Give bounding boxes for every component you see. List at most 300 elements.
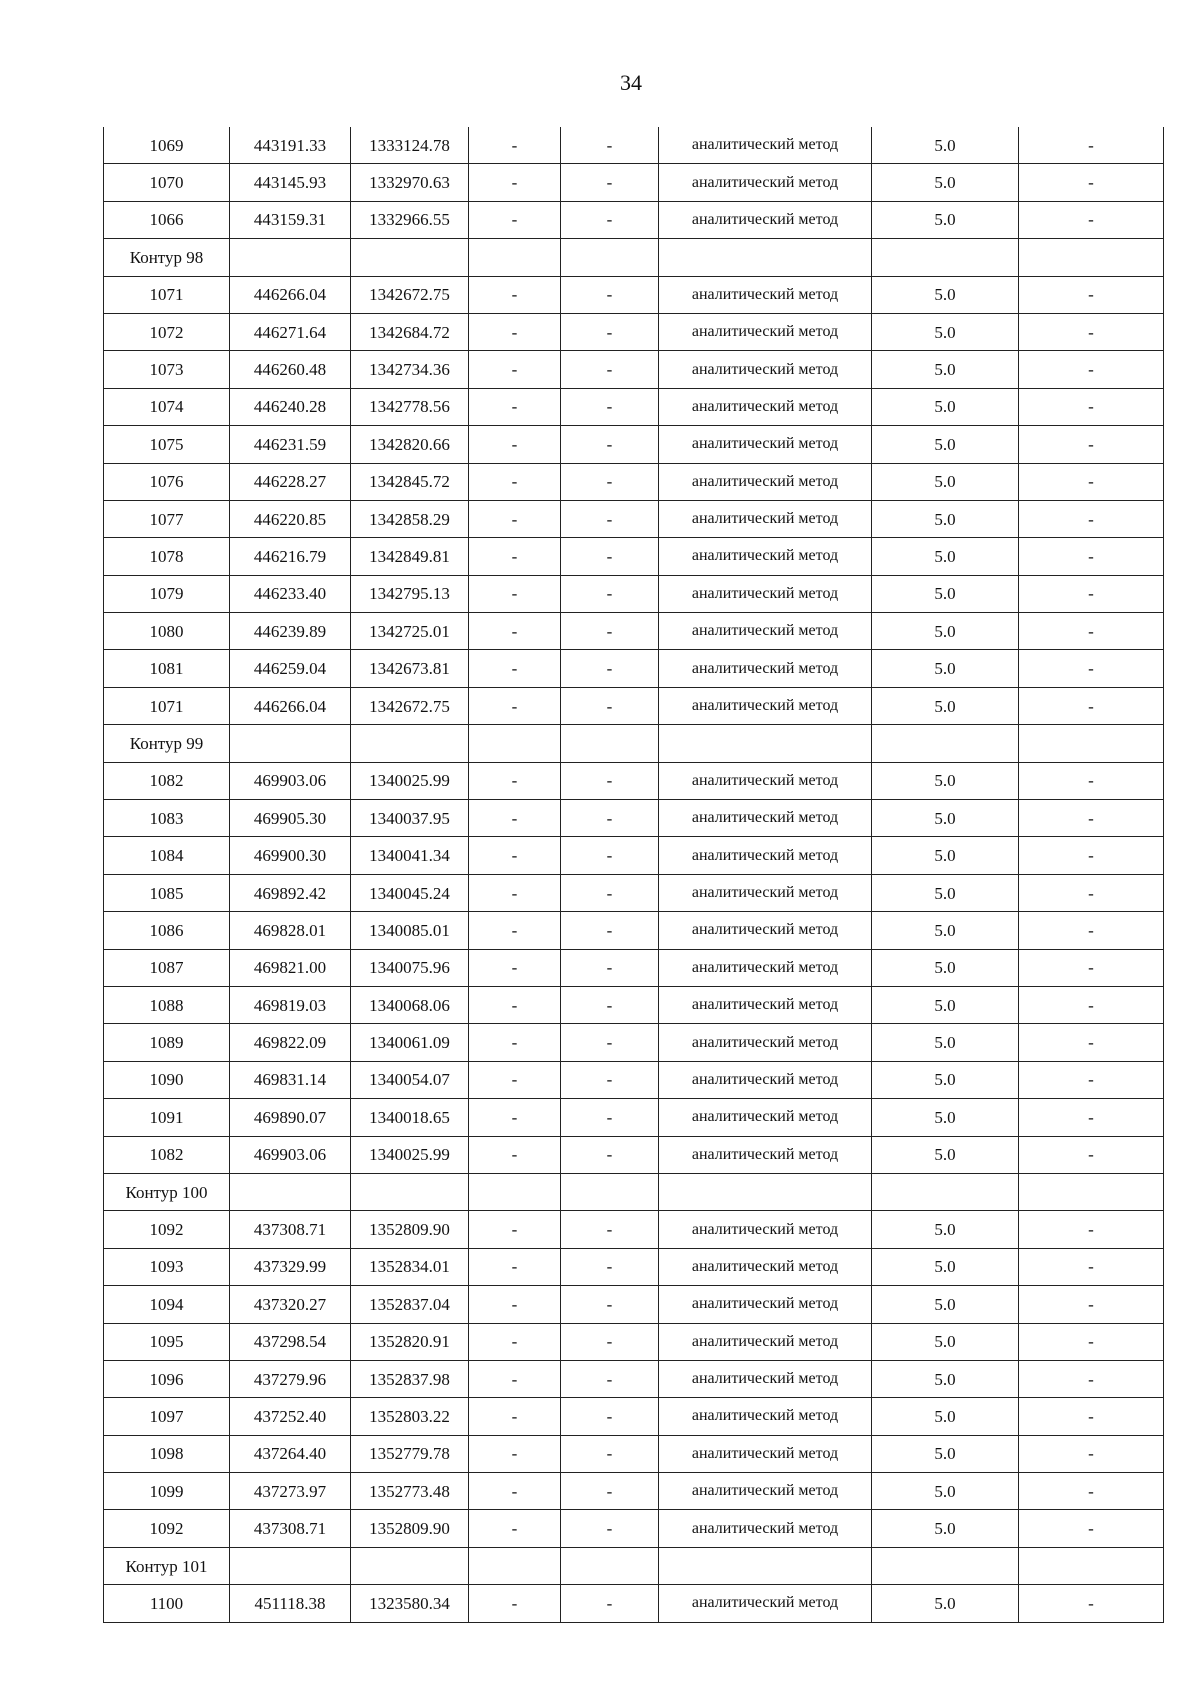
contour-empty-cell [469, 1173, 561, 1210]
method-cell: аналитический метод [659, 1024, 872, 1061]
empty-cell-1: - [469, 949, 561, 986]
empty-cell-2: - [561, 313, 659, 350]
description-cell: - [1019, 986, 1164, 1023]
empty-cell-1: - [469, 762, 561, 799]
empty-cell-2: - [561, 837, 659, 874]
contour-empty-cell [351, 725, 469, 762]
contour-empty-cell [230, 239, 351, 276]
y-coordinate-cell: 1342672.75 [351, 687, 469, 724]
y-coordinate-cell: 1342778.56 [351, 388, 469, 425]
y-coordinate-cell: 1340075.96 [351, 949, 469, 986]
contour-empty-cell [351, 1173, 469, 1210]
contour-empty-cell [230, 1173, 351, 1210]
accuracy-cell: 5.0 [872, 1136, 1019, 1173]
table-row [104, 351, 1164, 388]
method-cell: аналитический метод [659, 426, 872, 463]
description-cell: - [1019, 1136, 1164, 1173]
accuracy-cell: 5.0 [872, 313, 1019, 350]
point-number-cell: 1083 [104, 800, 230, 837]
empty-cell-2: - [561, 1323, 659, 1360]
empty-cell-2: - [561, 1211, 659, 1248]
contour-empty-cell [1019, 1173, 1164, 1210]
empty-cell-1: - [469, 1510, 561, 1547]
accuracy-cell: 5.0 [872, 276, 1019, 313]
description-cell: - [1019, 687, 1164, 724]
x-coordinate-cell: 446233.40 [230, 575, 351, 612]
x-coordinate-cell: 469890.07 [230, 1099, 351, 1136]
empty-cell-1: - [469, 276, 561, 313]
empty-cell-1: - [469, 575, 561, 612]
empty-cell-1: - [469, 164, 561, 201]
empty-cell-1: - [469, 388, 561, 425]
contour-empty-cell [351, 1547, 469, 1584]
accuracy-cell: 5.0 [872, 1473, 1019, 1510]
x-coordinate-cell: 446259.04 [230, 650, 351, 687]
accuracy-cell: 5.0 [872, 426, 1019, 463]
y-coordinate-cell: 1342820.66 [351, 426, 469, 463]
description-cell: - [1019, 164, 1164, 201]
table-row [104, 538, 1164, 575]
x-coordinate-cell: 446239.89 [230, 613, 351, 650]
accuracy-cell: 5.0 [872, 837, 1019, 874]
method-cell: аналитический метод [659, 1398, 872, 1435]
point-number-cell: 1072 [104, 313, 230, 350]
contour-title: Контур 98 [104, 239, 230, 276]
empty-cell-1: - [469, 1211, 561, 1248]
x-coordinate-cell: 469822.09 [230, 1024, 351, 1061]
contour-empty-cell [872, 725, 1019, 762]
contour-title: Контур 99 [104, 725, 230, 762]
table-row [104, 1286, 1164, 1323]
y-coordinate-cell: 1352773.48 [351, 1473, 469, 1510]
point-number-cell: 1082 [104, 1136, 230, 1173]
point-number-cell: 1071 [104, 687, 230, 724]
y-coordinate-cell: 1352809.90 [351, 1211, 469, 1248]
contour-empty-cell [659, 239, 872, 276]
empty-cell-1: - [469, 1585, 561, 1622]
accuracy-cell: 5.0 [872, 1435, 1019, 1472]
method-cell: аналитический метод [659, 650, 872, 687]
empty-cell-2: - [561, 500, 659, 537]
contour-empty-cell [1019, 239, 1164, 276]
empty-cell-2: - [561, 613, 659, 650]
description-cell: - [1019, 1398, 1164, 1435]
point-number-cell: 1076 [104, 463, 230, 500]
empty-cell-2: - [561, 650, 659, 687]
empty-cell-1: - [469, 650, 561, 687]
empty-cell-2: - [561, 986, 659, 1023]
y-coordinate-cell: 1342849.81 [351, 538, 469, 575]
y-coordinate-cell: 1342845.72 [351, 463, 469, 500]
empty-cell-1: - [469, 1360, 561, 1397]
point-number-cell: 1075 [104, 426, 230, 463]
description-cell: - [1019, 1211, 1164, 1248]
method-cell: аналитический метод [659, 613, 872, 650]
description-cell: - [1019, 426, 1164, 463]
point-number-cell: 1073 [104, 351, 230, 388]
method-cell: аналитический метод [659, 1473, 872, 1510]
point-number-cell: 1092 [104, 1211, 230, 1248]
x-coordinate-cell: 446266.04 [230, 687, 351, 724]
description-cell: - [1019, 762, 1164, 799]
accuracy-cell: 5.0 [872, 1286, 1019, 1323]
x-coordinate-cell: 469903.06 [230, 1136, 351, 1173]
table-row [104, 1510, 1164, 1547]
method-cell: аналитический метод [659, 351, 872, 388]
accuracy-cell: 5.0 [872, 388, 1019, 425]
empty-cell-2: - [561, 388, 659, 425]
empty-cell-2: - [561, 1286, 659, 1323]
empty-cell-2: - [561, 687, 659, 724]
coordinates-table [103, 127, 1164, 1623]
contour-empty-cell [872, 1173, 1019, 1210]
x-coordinate-cell: 437279.96 [230, 1360, 351, 1397]
x-coordinate-cell: 437264.40 [230, 1435, 351, 1472]
contour-empty-cell [872, 239, 1019, 276]
method-cell: аналитический метод [659, 463, 872, 500]
method-cell: аналитический метод [659, 762, 872, 799]
method-cell: аналитический метод [659, 1510, 872, 1547]
table-row [104, 463, 1164, 500]
accuracy-cell: 5.0 [872, 762, 1019, 799]
x-coordinate-cell: 443191.33 [230, 127, 351, 164]
accuracy-cell: 5.0 [872, 874, 1019, 911]
x-coordinate-cell: 469821.00 [230, 949, 351, 986]
empty-cell-2: - [561, 912, 659, 949]
point-number-cell: 1071 [104, 276, 230, 313]
empty-cell-2: - [561, 800, 659, 837]
empty-cell-2: - [561, 127, 659, 164]
method-cell: аналитический метод [659, 500, 872, 537]
table-row [104, 949, 1164, 986]
table-row [104, 313, 1164, 350]
empty-cell-2: - [561, 351, 659, 388]
point-number-cell: 1095 [104, 1323, 230, 1360]
point-number-cell: 1099 [104, 1473, 230, 1510]
description-cell: - [1019, 650, 1164, 687]
x-coordinate-cell: 469905.30 [230, 800, 351, 837]
table-row [104, 575, 1164, 612]
point-number-cell: 1094 [104, 1286, 230, 1323]
point-number-cell: 1098 [104, 1435, 230, 1472]
description-cell: - [1019, 1585, 1164, 1622]
empty-cell-2: - [561, 1398, 659, 1435]
x-coordinate-cell: 437298.54 [230, 1323, 351, 1360]
description-cell: - [1019, 1061, 1164, 1098]
accuracy-cell: 5.0 [872, 1061, 1019, 1098]
point-number-cell: 1089 [104, 1024, 230, 1061]
empty-cell-1: - [469, 127, 561, 164]
empty-cell-1: - [469, 1136, 561, 1173]
point-number-cell: 1078 [104, 538, 230, 575]
x-coordinate-cell: 446240.28 [230, 388, 351, 425]
point-number-cell: 1070 [104, 164, 230, 201]
x-coordinate-cell: 451118.38 [230, 1585, 351, 1622]
method-cell: аналитический метод [659, 1099, 872, 1136]
point-number-cell: 1079 [104, 575, 230, 612]
description-cell: - [1019, 1360, 1164, 1397]
table-row [104, 276, 1164, 313]
description-cell: - [1019, 1099, 1164, 1136]
accuracy-cell: 5.0 [872, 912, 1019, 949]
method-cell: аналитический метод [659, 1136, 872, 1173]
table-row [104, 837, 1164, 874]
contour-header-row [104, 239, 1164, 276]
empty-cell-1: - [469, 687, 561, 724]
description-cell: - [1019, 1248, 1164, 1285]
x-coordinate-cell: 469892.42 [230, 874, 351, 911]
y-coordinate-cell: 1340045.24 [351, 874, 469, 911]
empty-cell-2: - [561, 1136, 659, 1173]
accuracy-cell: 5.0 [872, 538, 1019, 575]
y-coordinate-cell: 1340054.07 [351, 1061, 469, 1098]
x-coordinate-cell: 443159.31 [230, 201, 351, 238]
accuracy-cell: 5.0 [872, 1323, 1019, 1360]
table-row [104, 388, 1164, 425]
x-coordinate-cell: 437273.97 [230, 1473, 351, 1510]
contour-empty-cell [561, 1173, 659, 1210]
y-coordinate-cell: 1340025.99 [351, 762, 469, 799]
empty-cell-1: - [469, 538, 561, 575]
empty-cell-2: - [561, 762, 659, 799]
empty-cell-1: - [469, 1024, 561, 1061]
contour-empty-cell [872, 1547, 1019, 1584]
table-row [104, 687, 1164, 724]
y-coordinate-cell: 1342684.72 [351, 313, 469, 350]
point-number-cell: 1082 [104, 762, 230, 799]
method-cell: аналитический метод [659, 1585, 872, 1622]
empty-cell-1: - [469, 1286, 561, 1323]
table-row [104, 800, 1164, 837]
method-cell: аналитический метод [659, 800, 872, 837]
point-number-cell: 1069 [104, 127, 230, 164]
x-coordinate-cell: 446228.27 [230, 463, 351, 500]
table-row [104, 1435, 1164, 1472]
accuracy-cell: 5.0 [872, 201, 1019, 238]
empty-cell-1: - [469, 1248, 561, 1285]
empty-cell-2: - [561, 874, 659, 911]
table-row [104, 1211, 1164, 1248]
contour-empty-cell [469, 725, 561, 762]
description-cell: - [1019, 1286, 1164, 1323]
description-cell: - [1019, 575, 1164, 612]
empty-cell-1: - [469, 1099, 561, 1136]
accuracy-cell: 5.0 [872, 949, 1019, 986]
table-row [104, 201, 1164, 238]
x-coordinate-cell: 437308.71 [230, 1510, 351, 1547]
method-cell: аналитический метод [659, 687, 872, 724]
description-cell: - [1019, 276, 1164, 313]
accuracy-cell: 5.0 [872, 164, 1019, 201]
empty-cell-2: - [561, 1435, 659, 1472]
table-row [104, 1323, 1164, 1360]
y-coordinate-cell: 1352809.90 [351, 1510, 469, 1547]
table-row [104, 164, 1164, 201]
empty-cell-1: - [469, 800, 561, 837]
description-cell: - [1019, 949, 1164, 986]
table-row [104, 1473, 1164, 1510]
x-coordinate-cell: 446231.59 [230, 426, 351, 463]
y-coordinate-cell: 1332966.55 [351, 201, 469, 238]
y-coordinate-cell: 1323580.34 [351, 1585, 469, 1622]
description-cell: - [1019, 127, 1164, 164]
page-number: 34 [620, 70, 642, 95]
table-row [104, 127, 1164, 164]
empty-cell-1: - [469, 613, 561, 650]
description-cell: - [1019, 837, 1164, 874]
x-coordinate-cell: 469900.30 [230, 837, 351, 874]
contour-header-row [104, 725, 1164, 762]
empty-cell-1: - [469, 837, 561, 874]
accuracy-cell: 5.0 [872, 1360, 1019, 1397]
y-coordinate-cell: 1342734.36 [351, 351, 469, 388]
description-cell: - [1019, 912, 1164, 949]
empty-cell-1: - [469, 912, 561, 949]
method-cell: аналитический метод [659, 1061, 872, 1098]
y-coordinate-cell: 1352779.78 [351, 1435, 469, 1472]
empty-cell-1: - [469, 874, 561, 911]
y-coordinate-cell: 1352834.01 [351, 1248, 469, 1285]
contour-title: Контур 100 [104, 1173, 230, 1210]
x-coordinate-cell: 437308.71 [230, 1211, 351, 1248]
accuracy-cell: 5.0 [872, 1248, 1019, 1285]
method-cell: аналитический метод [659, 201, 872, 238]
contour-empty-cell [351, 239, 469, 276]
table-row [104, 912, 1164, 949]
accuracy-cell: 5.0 [872, 613, 1019, 650]
y-coordinate-cell: 1340085.01 [351, 912, 469, 949]
y-coordinate-cell: 1340037.95 [351, 800, 469, 837]
empty-cell-1: - [469, 1435, 561, 1472]
point-number-cell: 1087 [104, 949, 230, 986]
empty-cell-1: - [469, 986, 561, 1023]
table-row [104, 650, 1164, 687]
contour-empty-cell [469, 1547, 561, 1584]
empty-cell-2: - [561, 1248, 659, 1285]
y-coordinate-cell: 1342858.29 [351, 500, 469, 537]
description-cell: - [1019, 800, 1164, 837]
empty-cell-2: - [561, 1360, 659, 1397]
accuracy-cell: 5.0 [872, 986, 1019, 1023]
x-coordinate-cell: 469819.03 [230, 986, 351, 1023]
point-number-cell: 1085 [104, 874, 230, 911]
accuracy-cell: 5.0 [872, 1099, 1019, 1136]
contour-empty-cell [561, 1547, 659, 1584]
description-cell: - [1019, 463, 1164, 500]
method-cell: аналитический метод [659, 1323, 872, 1360]
contour-empty-cell [1019, 725, 1164, 762]
empty-cell-1: - [469, 1473, 561, 1510]
y-coordinate-cell: 1342673.81 [351, 650, 469, 687]
empty-cell-2: - [561, 949, 659, 986]
accuracy-cell: 5.0 [872, 500, 1019, 537]
empty-cell-2: - [561, 1061, 659, 1098]
y-coordinate-cell: 1352837.98 [351, 1360, 469, 1397]
x-coordinate-cell: 437329.99 [230, 1248, 351, 1285]
x-coordinate-cell: 446216.79 [230, 538, 351, 575]
accuracy-cell: 5.0 [872, 1024, 1019, 1061]
empty-cell-2: - [561, 538, 659, 575]
y-coordinate-cell: 1332970.63 [351, 164, 469, 201]
table-row [104, 1585, 1164, 1622]
empty-cell-2: - [561, 463, 659, 500]
x-coordinate-cell: 446271.64 [230, 313, 351, 350]
table-row [104, 986, 1164, 1023]
method-cell: аналитический метод [659, 575, 872, 612]
method-cell: аналитический метод [659, 986, 872, 1023]
contour-empty-cell [659, 725, 872, 762]
contour-empty-cell [659, 1173, 872, 1210]
empty-cell-2: - [561, 1510, 659, 1547]
empty-cell-1: - [469, 351, 561, 388]
y-coordinate-cell: 1352820.91 [351, 1323, 469, 1360]
contour-empty-cell [561, 239, 659, 276]
x-coordinate-cell: 437320.27 [230, 1286, 351, 1323]
empty-cell-1: - [469, 463, 561, 500]
method-cell: аналитический метод [659, 1360, 872, 1397]
description-cell: - [1019, 1510, 1164, 1547]
method-cell: аналитический метод [659, 1211, 872, 1248]
description-cell: - [1019, 1473, 1164, 1510]
y-coordinate-cell: 1340041.34 [351, 837, 469, 874]
empty-cell-1: - [469, 500, 561, 537]
table-row [104, 1099, 1164, 1136]
y-coordinate-cell: 1340025.99 [351, 1136, 469, 1173]
y-coordinate-cell: 1342725.01 [351, 613, 469, 650]
point-number-cell: 1081 [104, 650, 230, 687]
empty-cell-2: - [561, 276, 659, 313]
point-number-cell: 1074 [104, 388, 230, 425]
x-coordinate-cell: 469828.01 [230, 912, 351, 949]
x-coordinate-cell: 469831.14 [230, 1061, 351, 1098]
x-coordinate-cell: 437252.40 [230, 1398, 351, 1435]
table-row [104, 500, 1164, 537]
y-coordinate-cell: 1342795.13 [351, 575, 469, 612]
table-row [104, 1136, 1164, 1173]
description-cell: - [1019, 1435, 1164, 1472]
description-cell: - [1019, 538, 1164, 575]
x-coordinate-cell: 446220.85 [230, 500, 351, 537]
description-cell: - [1019, 1024, 1164, 1061]
description-cell: - [1019, 1323, 1164, 1360]
y-coordinate-cell: 1333124.78 [351, 127, 469, 164]
empty-cell-1: - [469, 313, 561, 350]
description-cell: - [1019, 874, 1164, 911]
point-number-cell: 1090 [104, 1061, 230, 1098]
accuracy-cell: 5.0 [872, 1211, 1019, 1248]
point-number-cell: 1084 [104, 837, 230, 874]
empty-cell-2: - [561, 426, 659, 463]
x-coordinate-cell: 469903.06 [230, 762, 351, 799]
accuracy-cell: 5.0 [872, 1510, 1019, 1547]
point-number-cell: 1092 [104, 1510, 230, 1547]
description-cell: - [1019, 613, 1164, 650]
method-cell: аналитический метод [659, 276, 872, 313]
description-cell: - [1019, 351, 1164, 388]
description-cell: - [1019, 388, 1164, 425]
contour-title: Контур 101 [104, 1547, 230, 1584]
empty-cell-2: - [561, 1585, 659, 1622]
table-row [104, 1248, 1164, 1285]
contour-empty-cell [230, 1547, 351, 1584]
method-cell: аналитический метод [659, 949, 872, 986]
empty-cell-1: - [469, 1398, 561, 1435]
empty-cell-2: - [561, 201, 659, 238]
empty-cell-1: - [469, 1061, 561, 1098]
point-number-cell: 1086 [104, 912, 230, 949]
accuracy-cell: 5.0 [872, 463, 1019, 500]
method-cell: аналитический метод [659, 164, 872, 201]
